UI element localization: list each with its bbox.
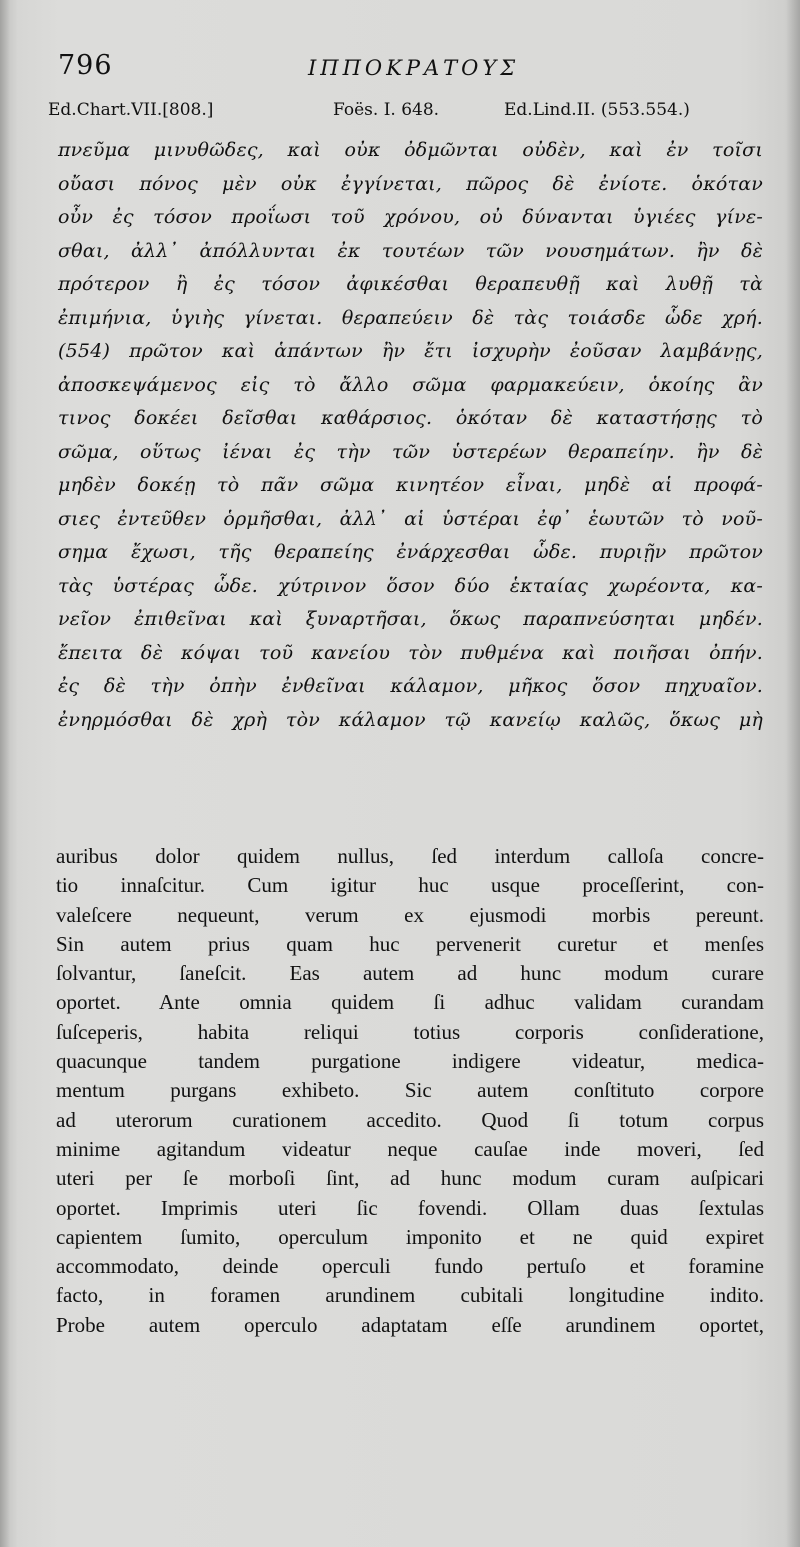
latin-line: auribus dolor quidem nullus, ſed interdum calloſa concre- <box>56 844 764 868</box>
running-title: ΙΠΠΟΚΡΑΤΟΥΣ <box>308 56 520 80</box>
greek-line: τὰς ὑστέρας ὧδε. χύτρινον ὅσον δύο ἑκταίας χωρέοντα, κα- <box>58 574 763 597</box>
running-header <box>58 50 758 90</box>
edition-linden-ref: Ed.Lind.II. (553.554.) <box>504 100 690 120</box>
edition-references <box>48 100 778 130</box>
greek-line: πνεῦμα μινυθῶδες, καὶ οὐκ ὀδμῶνται οὐδὲν, καὶ ἐν τοῖσι <box>58 139 763 161</box>
latin-line: minime agitandum videatur neque cauſae inde moveri, ſed <box>56 1136 764 1161</box>
latin-line: capientem ſumito, operculum imponito et ne quid expiret <box>56 1224 764 1249</box>
greek-line: σῶμα, οὕτως ἰέναι ἐς τὴν τῶν ὑστερέων θεραπείην. ἢν δὲ <box>58 440 763 463</box>
greek-line: σημα ἔχωσι, τῆς θεραπείης ἐνάρχεσθαι ὧδε. πυριῇν πρῶτον <box>58 541 763 563</box>
greek-line: ἐς δὲ τὴν ὀπὴν ἐνθεῖναι κάλαμον, μῆκος ὅσον πηχυαῖον. <box>58 675 763 697</box>
latin-line: quacunque tandem purgatione indigere videatur, medica- <box>56 1049 764 1074</box>
greek-line: οὔασι πόνος μὲν οὐκ ἐγγίνεται, πῶρος δὲ ἐνίοτε. ὁκόταν <box>58 172 763 195</box>
latin-line: facto, in foramen arundinem cubitali longitudine indito. <box>56 1283 764 1308</box>
greek-line: (554) πρῶτον καὶ ἁπάντων ἢν ἔτι ἰσχυρὴν ἐοῦσαν λαμβάνῃς, <box>58 340 763 362</box>
latin-line: uteri per ſe morboſi ſint, ad hunc modum curam auſpicari <box>56 1166 764 1191</box>
latin-line: tio innaſcitur. Cum igitur huc usque proceſſerint, con- <box>56 873 764 898</box>
greek-line: ἐνηρμόσθαι δὲ χρὴ τὸν κάλαμον τῷ κανείῳ καλῶς, ὅκως μὴ <box>58 708 763 731</box>
edition-chartier-ref: Ed.Chart.VII.[808.] <box>48 100 214 120</box>
edition-foes-ref: Foës. I. 648. <box>333 100 440 120</box>
latin-line: ſuſceperis, habita reliqui totius corporis conſideratione, <box>56 1019 764 1044</box>
latin-line: valeſcere nequeunt, verum ex ejusmodi morbis pereunt. <box>56 902 764 927</box>
greek-line: ἐπιμήνια, ὑγιὴς γίνεται. θεραπεύειν δὲ τὰς τοιάσδε ὧδε χρή. <box>58 306 763 329</box>
greek-line: σθαι, ἀλλ᾽ ἀπόλλυνται ἐκ τουτέων τῶν νουσημάτων. ἢν δὲ <box>58 239 763 262</box>
latin-line: ad uterorum curationem accedito. Quod ſi totum corpus <box>56 1107 764 1132</box>
page-number: 796 <box>58 50 113 81</box>
latin-line: Sin autem prius quam huc pervenerit curetur et menſes <box>56 931 764 956</box>
greek-line: μηδὲν δοκέῃ τὸ πᾶν σῶμα κινητέον εἶναι, μηδὲ αἱ προφά- <box>58 474 763 496</box>
greek-line: τινος δοκέει δεῖσθαι καθάρσιος. ὁκόταν δὲ καταστήσῃς τὸ <box>58 407 763 429</box>
latin-line: accommodato, deinde operculi fundo pertuſo et foramine <box>56 1254 764 1279</box>
latin-translation-block <box>56 842 764 1340</box>
greek-line: νεῖον ἐπιθεῖναι καὶ ξυναρτῆσαι, ὅκως παραπνεύσηται μηδέν. <box>58 608 763 630</box>
page-gutter-shadow <box>0 0 10 1547</box>
latin-line: mentum purgans exhibeto. Sic autem conſtituto corpore <box>56 1078 764 1103</box>
greek-line: πρότερον ἢ ἐς τόσον ἀφικέσθαι θεραπευθῇ καὶ λυθῇ τὰ <box>58 273 763 295</box>
latin-line: ſolvantur, ſaneſcit. Eas autem ad hunc modum curare <box>56 961 764 986</box>
greek-line: ἀποσκεψάμενος εἰς τὸ ἄλλο σῶμα φαρμακεύειν, ὁκοίης ἂν <box>58 373 763 396</box>
page-edge-shadow <box>786 0 800 1547</box>
latin-line: oportet. Ante omnia quidem ſi adhuc validam curandam <box>56 990 764 1015</box>
latin-line: oportet. Imprimis uteri ſic fovendi. Ollam duas ſextulas <box>56 1195 764 1220</box>
greek-line: οὖν ἐς τόσον προΐωσι τοῦ χρόνου, οὐ δύνανται ὑγιέες γίνε- <box>58 206 763 228</box>
greek-text-block <box>58 134 763 737</box>
latin-line: Probe autem operculo adaptatam eſſe arundinem oportet, <box>56 1312 764 1337</box>
greek-line: ἔπειτα δὲ κόψαι τοῦ κανείου τὸν πυθμένα καὶ ποιῆσαι ὀπήν. <box>58 641 763 664</box>
greek-line: σιες ἐντεῦθεν ὁρμῆσθαι, ἀλλ᾽ αἱ ὑστέραι ἐφ᾽ ἑωυτῶν τὸ νοῦ- <box>58 507 763 530</box>
